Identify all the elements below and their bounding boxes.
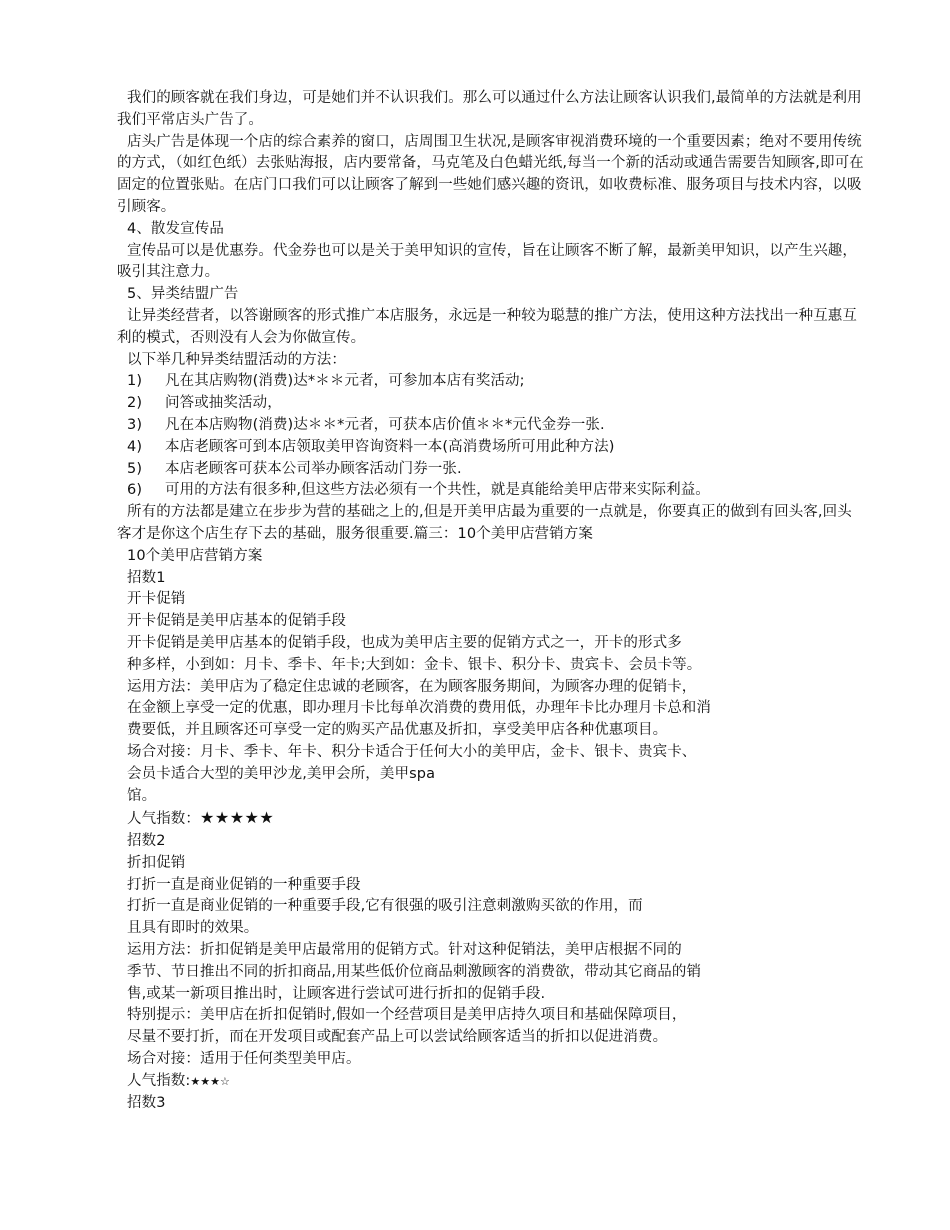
- list-item: [127, 415, 862, 437]
- text-line: 种多样，小到如：月卡、季卡、年卡;大到如：金卡、银卡、积分卡、贵宾卡、会员卡等。: [127, 656, 702, 673]
- tactic-name: 折扣促销: [127, 854, 186, 871]
- list-item-text: 问答或抽奖活动，: [165, 395, 282, 412]
- star-rating-icon: ★★★☆: [190, 1074, 230, 1088]
- popularity-rating: [127, 1071, 862, 1093]
- text-line: 场合对接：适用于任何类型美甲店。: [127, 1051, 361, 1068]
- list-item: [127, 393, 862, 415]
- paragraph-intro-text: 我们的顾客就在我们身边，可是她们并不认识我们。那么可以通过什么方法让顾客认识我们,最简单的方法就是利用我们平常店头广告了。: [117, 90, 862, 128]
- paragraph-shop-ad-text: 店头广告是体现一个店的综合素养的窗口，店周围卫生状况,是顾客审视消费环境的一个重要因素；绝对不要用传统的方式，（如红色纸）去张贴海报，店内要常备，马克笔及白色蜡光纸,每当一个新的活动或通告需要告知顾客,即可在固定的位置张贴。在店门口我们可以让顾客了解到一些她们感兴趣的资讯，如收费标准、服务项目与技术内容，以吸引顾客。: [117, 133, 864, 215]
- popularity-label: 人气指数:: [127, 1072, 191, 1089]
- list-item-text: 可用的方法有很多种,但这些方法必须有一个共性，就是真能给美甲店带来实际利益。: [165, 482, 710, 499]
- text-line: 打折一直是商业促销的一种重要手段,它有很强的吸引注意刺激购买欲的作用，而: [127, 898, 643, 915]
- list-item: [127, 459, 862, 481]
- method-list: [127, 371, 862, 502]
- paragraph-alliance: [117, 306, 864, 350]
- list-item-number: 4): [127, 438, 143, 455]
- document-body: [117, 88, 864, 1114]
- paragraph-intro: [117, 88, 864, 132]
- text-line: 开卡促销是美甲店基本的促销手段，也成为美甲店主要的促销方式之一，开卡的形式多: [127, 634, 682, 651]
- paragraph-flyers-text: 宣传品可以是优惠券。代金券也可以是关于美甲知识的宣传，旨在让顾客不断了解，最新美甲知识，以产生兴趣，吸引其注意力。: [117, 242, 857, 281]
- tactic-subtitle: 打折一直是商业促销的一种重要手段: [127, 876, 361, 893]
- paragraph-summary-text: 所有的方法都是建立在步步为营的基础之上的,但是开美甲店最为重要的一点就是，你要真正的做到有回头客,回头客才是你这个店生存下去的基础，服务很重要.篇三：10个美甲店营销方案: [117, 504, 852, 542]
- paragraph-flyers: [117, 241, 864, 285]
- tactic-number: 招数3: [127, 1094, 166, 1111]
- text-line: 运用方法：折扣促销是美甲店最常用的促销方式。针对这种促销法，美甲店根据不同的: [127, 942, 682, 959]
- popularity-rating: [127, 807, 862, 831]
- text-line: 尽量不要打折，而在开发项目或配套产品上可以尝试给顾客适当的折扣以促进消费。: [127, 1029, 668, 1046]
- text-line: 在金额上享受一定的优惠，即办理月卡比每单次消费的费用低，办理年卡比办理月卡总和消: [127, 700, 711, 717]
- list-item-number: 6): [127, 482, 143, 499]
- list-item-text: 本店老顾客可到本店领取美甲咨询资料一本(高消费场所可用此种方法): [165, 438, 615, 455]
- tactic-name: 开卡促销: [127, 591, 186, 608]
- list-intro: 以下举几种异类结盟活动的方法：: [127, 351, 346, 368]
- list-item-text: 凡在本店购物(消费)达＊＊*元者，可获本店价值＊＊*元代金券一张.: [165, 416, 605, 433]
- list-item: [127, 480, 862, 502]
- text-line: 费要低，并且顾客还可享受一定的购买产品优惠及折扣，享受美甲店各种优惠项目。: [127, 722, 668, 739]
- list-item: [127, 371, 862, 393]
- text-line: 售,或某一新项目推出时，让顾客进行尝试可进行折扣的促销手段.: [127, 985, 546, 1002]
- section-heading-4: 4、散发宣传品: [127, 220, 224, 237]
- text-line: 会员卡适合大型的美甲沙龙,美甲会所，美甲spa: [127, 765, 436, 782]
- text-line: 特别提示：美甲店在折扣促销时,假如一个经营项目是美甲店持久项目和基础保障项目，: [127, 1007, 687, 1024]
- text-line: 季节、节日推出不同的折扣商品,用某些低价位商品刺激顾客的消费欲，带动其它商品的销: [127, 963, 702, 980]
- list-item-number: 1): [127, 373, 143, 390]
- section-heading-5: 5、异类结盟广告: [127, 286, 239, 303]
- paragraph-alliance-text: 让异类经营者，以答谢顾客的形式推广本店服务，永远是一种较为聪慧的推广方法，使用这种方法找出一种互惠互利的模式，否则没有人会为你做宣传。: [117, 307, 857, 346]
- text-line: 且具有即时的效果。: [127, 920, 259, 937]
- tactic-number: 招数2: [127, 833, 166, 850]
- paragraph-summary: [117, 502, 864, 546]
- list-item-text: 本店老顾客可获本公司举办顾客活动门券一张.: [165, 460, 462, 477]
- star-rating-icon: ★★★★★: [200, 808, 275, 828]
- list-item-number: 2): [127, 395, 143, 412]
- tactic-subtitle: 开卡促销是美甲店基本的促销手段: [127, 613, 346, 630]
- list-item-number: 5): [127, 460, 143, 477]
- text-line: 馆。: [127, 787, 157, 804]
- plan-title: 10个美甲店营销方案: [127, 547, 263, 564]
- popularity-label: 人气指数：: [127, 811, 200, 828]
- tactic-number: 招数1: [127, 569, 166, 586]
- list-item-number: 3): [127, 416, 143, 433]
- list-item-text: 凡在其店购物(消费)达*＊＊元者，可参加本店有奖活动;: [165, 373, 525, 390]
- text-line: 场合对接：月卡、季卡、年卡、积分卡适合于任何大小的美甲店，金卡、银卡、贵宾卡、: [127, 743, 697, 760]
- paragraph-shop-ad: [117, 132, 864, 219]
- text-line: 运用方法：美甲店为了稳定住忠诚的老顾客，在为顾客服务期间，为顾客办理的促销卡，: [127, 678, 697, 695]
- list-item: [127, 437, 862, 459]
